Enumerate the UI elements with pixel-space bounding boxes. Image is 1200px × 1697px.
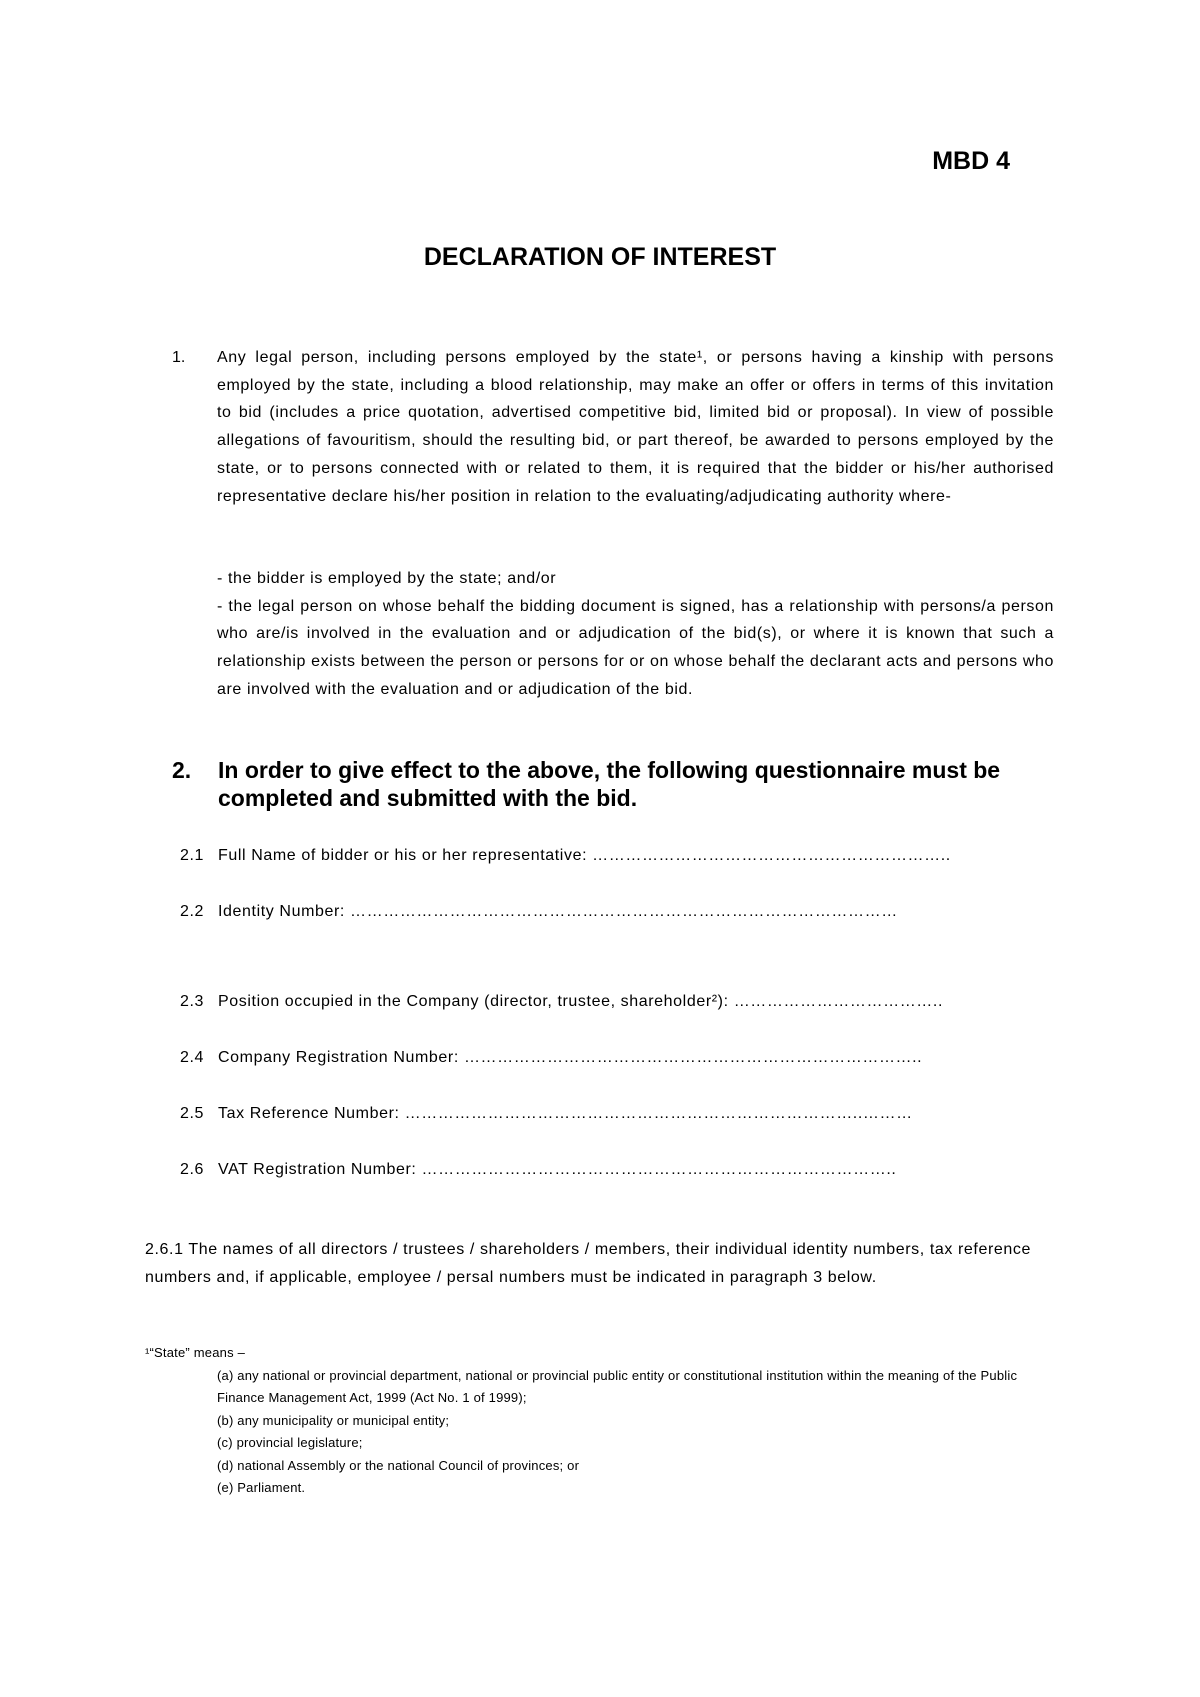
field-label: Position occupied in the Company (director, trustee, shareholder²): ……………………………….. [218, 993, 943, 1010]
field-number: 2.4 [180, 1049, 205, 1066]
section-2-heading [172, 756, 1072, 812]
section-1-text: Any legal person, including persons employed by the state¹, or persons having a kinship with persons employed by the state, including a blood relationship, may make an offer or offers in terms of this invitation to bid (includes a price quotation, advertised competitive bid, limited bid or proposal). In view of possible allegations of favouritism, should the resulting bid, or part thereof, be awarded to persons employed by the state, or to persons connected with or related to them, it is required that the bidder or his/her authorised representative declare his/her position in relation to the evaluating/adjudicating authority where- [217, 349, 1054, 505]
condition-relationship: - the legal person on whose behalf the bidding document is signed, has a relationship with persons/a person who are/is involved in the evaluation and or adjudication of the bid(s), or where it is known that such a relationship exists between the person or persons for or on whose behalf the declarant acts and persons who are involved with the evaluation and or adjudication of the bid. [217, 597, 1054, 698]
field-label: Identity Number: ……………………………………………………………………………………… [218, 903, 898, 920]
footnote-item: (e) Parliament. [217, 1480, 306, 1495]
footnote-item: (a) any national or provincial department, national or provincial public entity or constitutional institution within the meaning of the Public Finance Management Act, 1999 (Act No. 1 of 1999); [217, 1367, 1018, 1405]
field-number: 2.6 [180, 1161, 205, 1178]
field-label: VAT Registration Number: ………………………………………………………………………….. [218, 1161, 897, 1178]
footnote-intro: ¹“State” means – [145, 1345, 246, 1360]
form-code: MBD 4 [932, 147, 1010, 175]
field-tax-reference[interactable] [180, 1105, 913, 1123]
field-number: 2.1 [180, 847, 205, 864]
section-1-number: 1. [172, 349, 186, 366]
section-2-text: In order to give effect to the above, the following questionnaire must be completed and submitted with the bid. [218, 757, 1001, 811]
field-vat-registration[interactable] [180, 1161, 896, 1179]
section-2-number: 2. [172, 757, 192, 783]
field-number: 2.3 [180, 993, 205, 1010]
field-identity-number[interactable] [180, 903, 898, 921]
section-1-conditions [217, 565, 1054, 704]
field-label: Tax Reference Number: ………………………………………………………………………..……… [218, 1105, 913, 1122]
field-label: Company Registration Number: ……………………………………………………………………….. [218, 1049, 923, 1066]
field-company-registration[interactable] [180, 1049, 922, 1067]
document-title: DECLARATION OF INTEREST [423, 243, 777, 271]
footnote-item: (b) any municipality or municipal entity; [217, 1412, 450, 1428]
field-full-name[interactable] [180, 847, 951, 865]
footnote-item: (c) provincial legislature; [217, 1435, 363, 1450]
field-position-occupied[interactable] [180, 993, 943, 1011]
condition-employed-by-state: - the bidder is employed by the state; and/or [217, 570, 557, 587]
field-label: Full Name of bidder or his or her representative: ……………………………………………………….. [218, 847, 951, 864]
footnote-items [217, 1365, 1055, 1500]
note-2-6-1: 2.6.1 The names of all directors / trustees / shareholders / members, their individual identity numbers, tax reference numbers and, if applicable, employee / persal numbers must be indicated in paragraph 3 below. [145, 1241, 1032, 1286]
field-number: 2.2 [180, 903, 205, 920]
footnote-state-definition [145, 1342, 1055, 1500]
section-1 [172, 344, 1054, 510]
footnote-item: (d) national Assembly or the national Council of provinces; or [217, 1457, 580, 1473]
field-number: 2.5 [180, 1105, 205, 1122]
